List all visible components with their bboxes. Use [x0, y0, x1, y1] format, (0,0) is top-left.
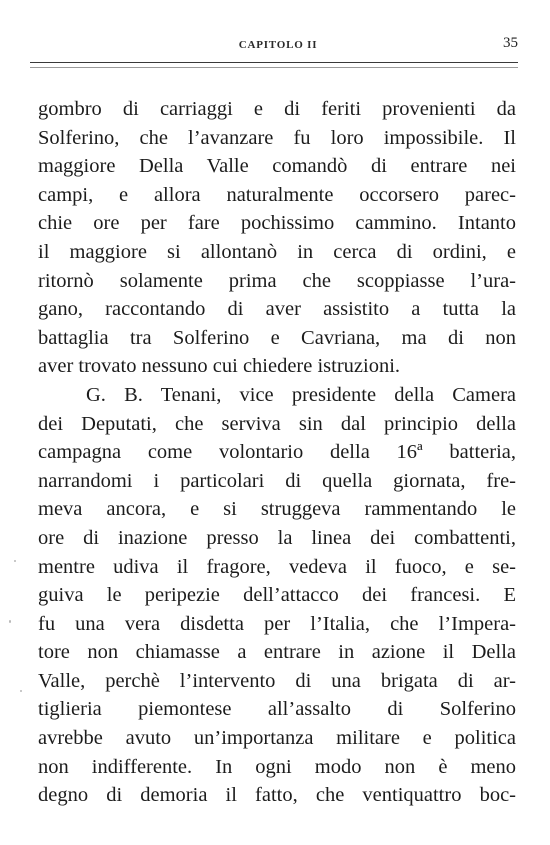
text-line: gano, raccontando di aver assistito a tutta la: [38, 298, 516, 321]
text-line: narrandomi i particolari di quella giornata, fre-: [38, 469, 516, 492]
text-line: tore non chiamasse a entrare in azione il Della: [38, 641, 516, 664]
paragraph-start-line: G. B. Tenani, vice presidente della Camera: [86, 383, 516, 406]
text-line: maggiore Della Valle comandò di entrare nei: [38, 155, 516, 178]
scan-speck: [20, 690, 22, 692]
text-line: fu una vera disdetta per l’Italia, che l’Impera-: [38, 612, 516, 635]
scan-speck: [9, 620, 11, 623]
text-line: campagna come volontario della 16ª batteria,: [38, 441, 516, 464]
text-line: guiva le peripezie dell’attacco dei francesi. E: [38, 584, 516, 607]
text-line: Valle, perchè l’intervento di una brigata di ar-: [38, 669, 516, 692]
text-line: non indifferente. In ogni modo non è meno: [38, 755, 516, 778]
text-line: degno di demoria il fatto, che ventiquattro boc-: [38, 784, 516, 807]
text-line: Solferino, che l’avanzare fu loro impossibile. Il: [38, 126, 516, 149]
body-text: [38, 95, 516, 810]
text-line: ritornò solamente prima che scoppiasse l’ura-: [38, 269, 516, 292]
text-line: chie ore per fare pochissimo cammino. Intanto: [38, 212, 516, 235]
page-number: 35: [503, 35, 518, 51]
text-line: avrebbe avuto un’importanza militare e politica: [38, 727, 516, 750]
text-line: mentre udiva il fragore, vedeva il fuoco, e se-: [38, 555, 516, 578]
text-line: battaglia tra Solferino e Cavriana, ma di non: [38, 326, 516, 349]
text-line: gombro di carriaggi e di feriti provenienti da: [38, 98, 516, 120]
header-rule: [30, 62, 518, 68]
chapter-title: CAPITOLO II: [238, 39, 318, 51]
text-line: ore di inazione presso la linea dei combattenti,: [38, 526, 516, 549]
text-line: campi, e allora naturalmente occorsero parec-: [38, 183, 516, 206]
text-line: il maggiore si allontanò in cerca di ordini, e: [38, 240, 516, 263]
text-line: dei Deputati, che serviva sin dal principio della: [38, 412, 516, 435]
text-line: tiglieria piemontese all’assalto di Solferino: [38, 698, 516, 721]
text-line: meva ancora, e si struggeva rammentando le: [38, 498, 516, 521]
paragraph-end-line: aver trovato nessuno cui chiedere istruzioni.: [38, 355, 401, 378]
page-header: [38, 35, 518, 59]
scan-speck: [14, 560, 16, 562]
